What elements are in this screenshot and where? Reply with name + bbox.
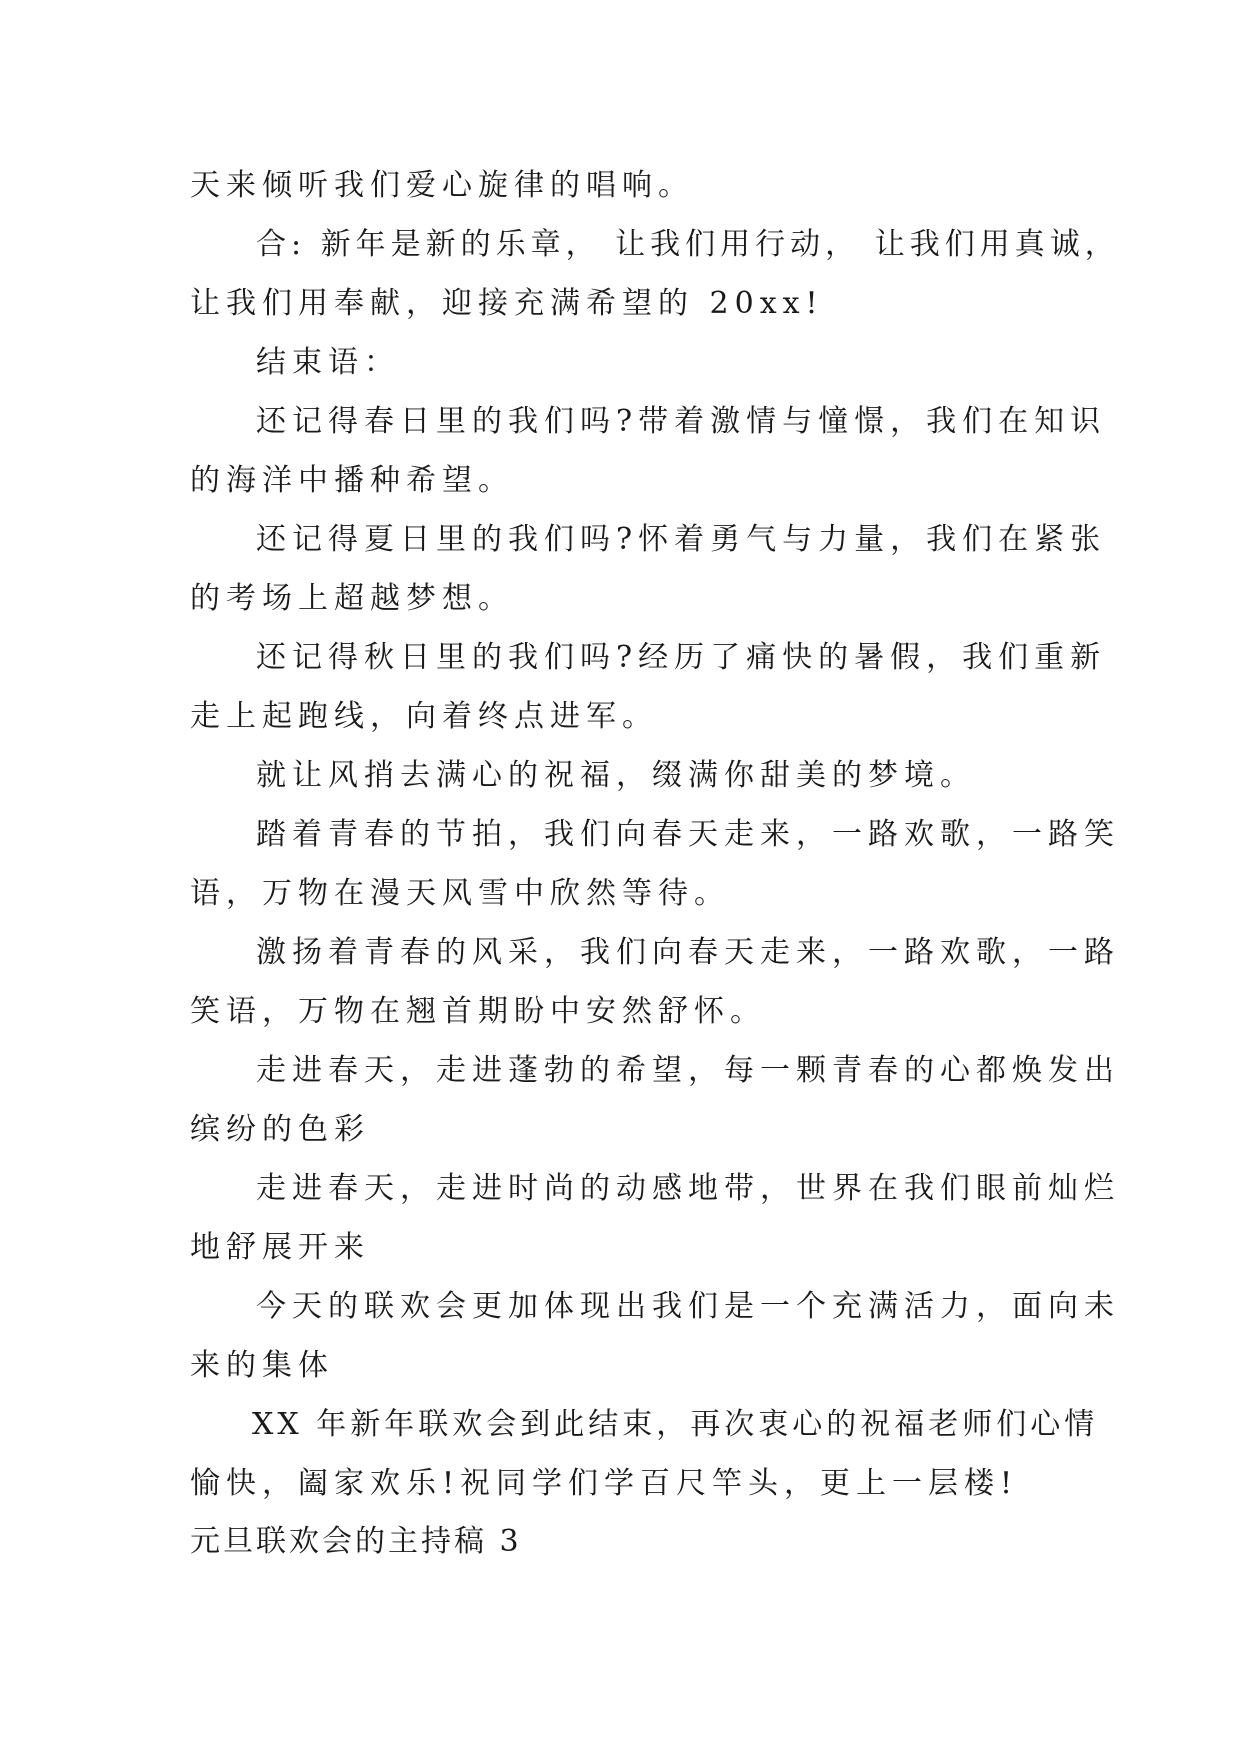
text-line: 天来倾听我们爱心旋律的唱响。 bbox=[190, 168, 694, 203]
text-line: 就让风捎去满心的祝福，缀满你甜美的梦境。 bbox=[256, 758, 976, 793]
section-heading: 结束语： bbox=[256, 345, 400, 380]
text-line: 走进春天，走进时尚的动感地带，世界在我们眼前灿烂 bbox=[256, 1171, 1120, 1206]
document-section-title: 元旦联欢会的主持稿 3 bbox=[190, 1524, 522, 1559]
text-line: 还记得夏日里的我们吗?怀着勇气与力量，我们在紧张 bbox=[256, 522, 1107, 557]
text-line: 今天的联欢会更加体现出我们是一个充满活力，面向未 bbox=[256, 1289, 1120, 1324]
text-line: 走进春天，走进蓬勃的希望，每一颗青春的心都焕发出 bbox=[256, 1053, 1120, 1088]
text-line: 合: 新年是新的乐章， 让我们用行动， 让我们用真诚， bbox=[256, 227, 1120, 262]
text-line: 来的集体 bbox=[190, 1348, 334, 1383]
text-line: 让我们用奉献，迎接充满希望的 20xx! bbox=[190, 286, 824, 321]
text-line: 愉快，阖家欢乐!祝同学们学百尺竿头，更上一层楼! bbox=[190, 1466, 1019, 1501]
text-line: 还记得春日里的我们吗?带着激情与憧憬，我们在知识 bbox=[256, 404, 1107, 439]
text-line: 激扬着青春的风采，我们向春天走来，一路欢歌，一路 bbox=[256, 935, 1120, 970]
text-line: 语，万物在漫天风雪中欣然等待。 bbox=[190, 876, 730, 911]
text-line: 的海洋中播种希望。 bbox=[190, 463, 514, 498]
text-line: 的考场上超越梦想。 bbox=[190, 581, 514, 616]
text-line: XX 年新年联欢会到此结束，再次衷心的祝福老师们心情 bbox=[252, 1407, 1099, 1442]
text-line: 走上起跑线，向着终点进军。 bbox=[190, 699, 658, 734]
text-line: 笑语，万物在翘首期盼中安然舒怀。 bbox=[190, 994, 766, 1029]
text-line: 踏着青春的节拍，我们向春天走来，一路欢歌，一路笑 bbox=[256, 817, 1120, 852]
text-line: 缤纷的色彩 bbox=[190, 1112, 370, 1147]
text-line: 还记得秋日里的我们吗?经历了痛快的暑假，我们重新 bbox=[256, 640, 1107, 675]
text-line: 地舒展开来 bbox=[190, 1230, 370, 1265]
